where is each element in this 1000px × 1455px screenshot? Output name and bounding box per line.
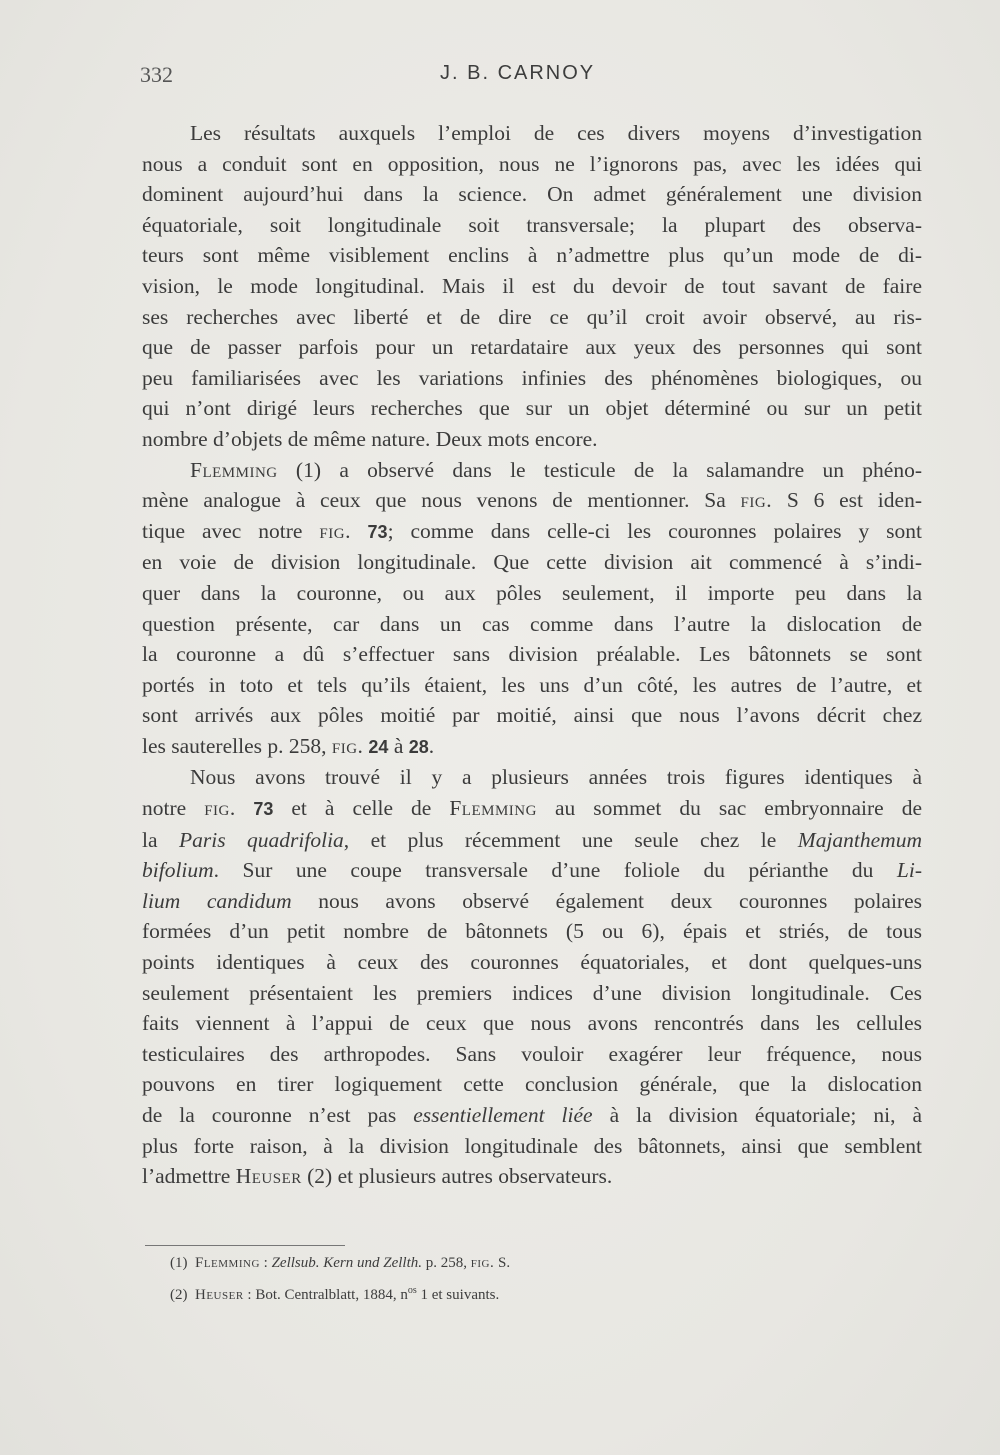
footnote-1 xyxy=(170,1250,770,1277)
species-name: Li- xyxy=(896,858,922,883)
text-line xyxy=(142,825,922,856)
text-line xyxy=(142,455,922,486)
footnote-rule xyxy=(145,1245,345,1246)
text-line: question présente, car dans un cas comme dans l’autre la dislocation de xyxy=(142,611,922,636)
text-run: : xyxy=(259,1255,272,1271)
text-line: ses recherches avec liberté et de dire ce qu’il croit avoir observé, au ris- xyxy=(142,304,922,329)
figure-ref: fig. xyxy=(470,1255,495,1271)
running-head: J. B. CARNOY xyxy=(440,62,596,84)
text-line: en voie de division longitudinale. Que cette division ait commencé à s’indi- xyxy=(142,550,922,575)
footnotes xyxy=(170,1250,770,1309)
text-line xyxy=(142,1100,922,1131)
text-run: : Bot. Centralblatt, 1884, n xyxy=(243,1287,408,1303)
paragraph-3 xyxy=(142,762,922,1191)
text-line: équatoriale, soit longitudinale soit transversale; la plupart des observa- xyxy=(142,212,922,237)
text-line: Les résultats auxquels l’emploi de ces divers moyens d’investigation xyxy=(190,121,922,145)
author-name: Flemming xyxy=(195,1255,260,1271)
text-run: 1 et suivants. xyxy=(416,1287,500,1303)
figure-number: 73 xyxy=(235,799,274,820)
text-line: faits viennent à l’appui de ceux que nous avons rencontrés dans les cellules xyxy=(142,1011,922,1036)
text-line: seulement présentaient les premiers indices d’une division longitudinale. Ces xyxy=(142,980,922,1005)
text-line: nous a conduit sont en opposition, nous ne l’ignorons pas, avec les idées qui xyxy=(142,151,922,176)
footnote-2 xyxy=(170,1277,770,1309)
text-line xyxy=(142,855,922,886)
text-run: à la division équatoriale; ni, à xyxy=(592,1103,923,1127)
text-run: l’admettre xyxy=(142,1164,236,1189)
text-line: teurs sont même visiblement enclins à n’admettre plus qu’un mode de di- xyxy=(142,243,922,268)
page-number: 332 xyxy=(140,62,173,87)
text-run: mène analogue à ceux que nous venons de mentionner. Sa xyxy=(142,488,741,513)
text-run: les sauterelles p. 258, xyxy=(142,733,332,758)
figure-number: 73 xyxy=(350,521,388,542)
paragraph-2 xyxy=(142,455,922,763)
text-run: . Sur une coupe transversale d’une foliole du périanthe du xyxy=(213,858,897,883)
text-run: ; comme dans celle-ci les couronnes polaires y sont xyxy=(387,518,922,543)
paragraph-1 xyxy=(142,118,922,455)
author-name: Heuser xyxy=(235,1164,302,1189)
text-line: portés in toto et tels qu’ils étaient, les uns d’un côté, les autres de l’autre, et xyxy=(142,672,922,697)
text-line xyxy=(142,485,922,516)
text-line: vision, le mode longitudinal. Mais il est du devoir de tout savant de faire xyxy=(142,273,922,298)
footnote-mark: (2) xyxy=(170,1287,188,1303)
text-line: la couronne a dû s’effectuer sans division préalable. Les bâtonnets se sont xyxy=(142,642,922,667)
figure-ref: fig. xyxy=(331,733,364,758)
author-name: Heuser xyxy=(195,1287,244,1303)
text-line xyxy=(142,1161,922,1192)
text-line: quer dans la couronne, ou aux pôles seulement, il importe peu dans la xyxy=(142,580,922,605)
emphasis: essentiellement liée xyxy=(413,1103,593,1127)
text-run: tique avec notre xyxy=(142,518,320,543)
author-name: Flemming xyxy=(190,457,278,482)
figure-number: 24 xyxy=(363,736,389,757)
text-run: . xyxy=(428,733,435,758)
species-name: Majanthemum xyxy=(797,827,922,852)
figure-number: 28 xyxy=(408,736,429,757)
figure-ref: fig. xyxy=(319,518,351,543)
figure-ref: fig. xyxy=(204,796,236,821)
text-line: pouvons en tirer logiquement cette conclusion générale, que la dislocation xyxy=(142,1072,922,1097)
text-run: S 6 est iden- xyxy=(772,488,922,513)
text-run: (1) a observé dans le testicule de la salamandre un phéno- xyxy=(277,457,922,482)
text-run: , et plus récemment une seule chez le xyxy=(343,827,798,852)
text-run: au sommet du sac embryonnaire de xyxy=(536,796,922,821)
text-line: nombre d’objets de même nature. Deux mots encore. xyxy=(142,426,598,451)
text-run: S. xyxy=(494,1255,511,1271)
text-line: dominent aujourd’hui dans la science. On admet généralement une division xyxy=(142,182,922,207)
text-run: de la couronne n’est pas xyxy=(142,1103,414,1127)
footnote-mark: (1) xyxy=(170,1255,188,1271)
text-line: peu familiarisées avec les variations infinies des phénomènes biologiques, ou xyxy=(142,365,922,390)
author-name: Flemming xyxy=(449,796,537,821)
species-name: bifolium xyxy=(142,858,214,883)
text-line xyxy=(142,731,922,763)
text-line xyxy=(142,793,922,825)
text-run: notre xyxy=(142,796,205,821)
text-run: nous avons observé également deux couronnes polaires xyxy=(291,888,922,913)
superscript: os xyxy=(407,1285,417,1296)
figure-ref: fig. xyxy=(740,488,773,513)
text-line: qui n’ont dirigé leurs recherches que sur un objet déterminé ou sur un petit xyxy=(142,396,922,421)
text-run: et à celle de xyxy=(273,796,450,821)
text-line: testiculaires des arthropodes. Sans vouloir exagérer leur fréquence, nous xyxy=(142,1041,922,1066)
species-name: lium candidum xyxy=(142,888,292,913)
citation-title: Zellsub. Kern und Zellth. xyxy=(271,1255,423,1271)
text-run: la xyxy=(142,827,179,852)
page-header xyxy=(140,62,922,92)
text-run: à xyxy=(388,733,409,758)
text-line xyxy=(142,516,922,548)
text-line: formées d’un petit nombre de bâtonnets (5 ou 6), épais et striés, de tous xyxy=(142,919,922,944)
text-run: p. 258, xyxy=(422,1255,471,1271)
text-line xyxy=(142,886,922,917)
text-run: (2) et plusieurs autres observateurs. xyxy=(301,1164,613,1189)
text-line: Nous avons trouvé il y a plusieurs années trois figures identiques à xyxy=(190,765,922,790)
text-line: sont arrivés aux pôles moitié par moitié, ainsi que nous l’avons décrit chez xyxy=(142,703,922,728)
species-name: Paris quadrifolia xyxy=(178,827,344,852)
body-text xyxy=(142,118,922,1192)
text-line: plus forte raison, à la division longitudinale des bâtonnets, ainsi que semblent xyxy=(142,1133,922,1158)
text-line: que de passer parfois pour un retardataire aux yeux des personnes qui sont xyxy=(142,335,922,360)
text-line: points identiques à ceux des couronnes équatoriales, et dont quelques-uns xyxy=(142,950,922,975)
